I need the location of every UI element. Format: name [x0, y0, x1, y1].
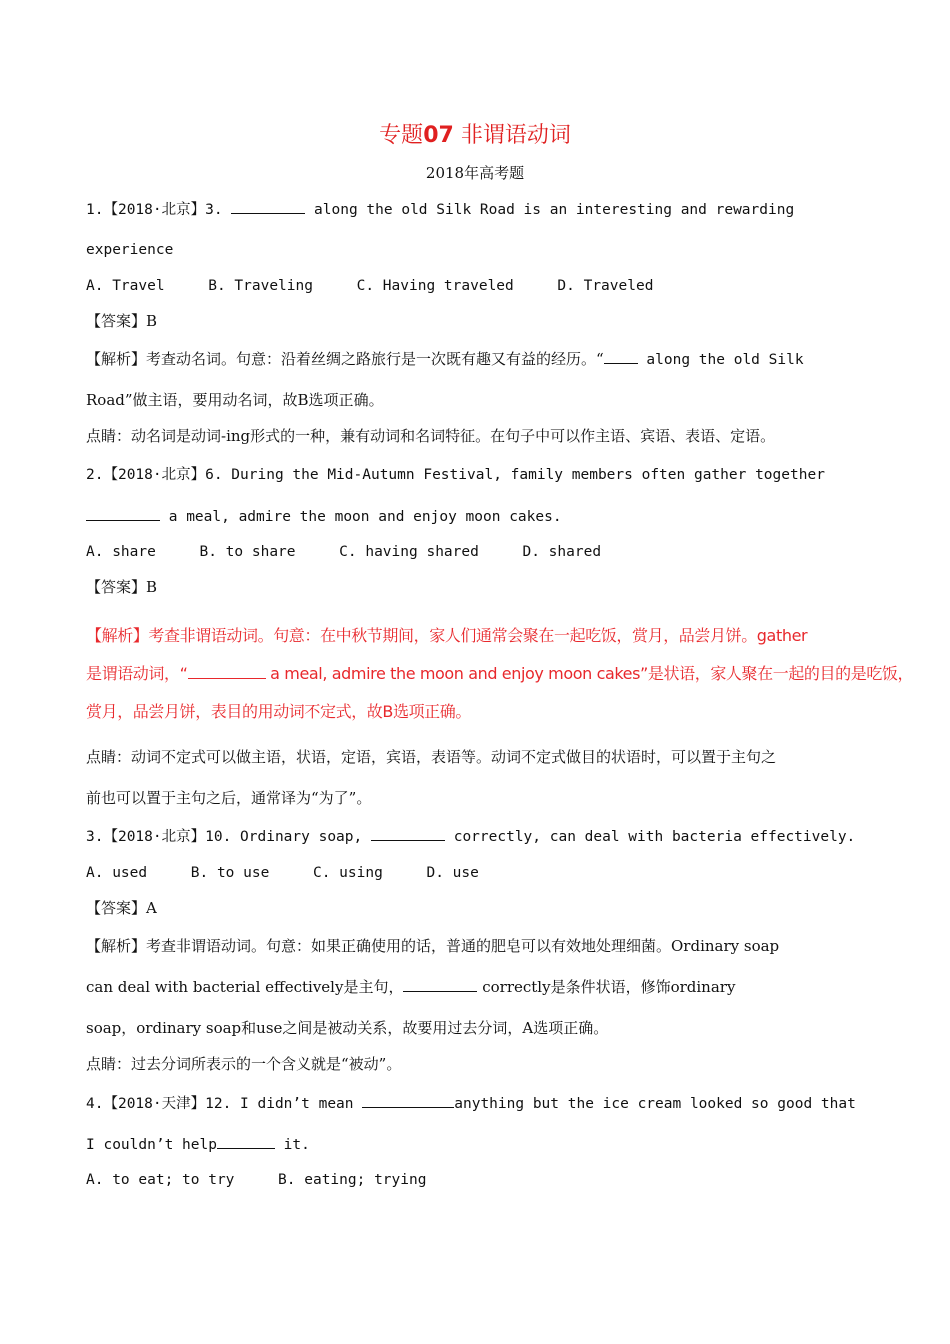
q3-analysis-line1: 【解析】考查非谓语动词。句意：如果正确使用的话，普通的肥皂可以有效地处理细菌。Ordinary soap — [86, 937, 780, 955]
title-text: 非谓语动词 — [460, 123, 571, 148]
q4-options: A. to eat; to try B. eating; trying — [86, 1172, 427, 1188]
title-prefix: 专题 — [379, 123, 424, 148]
q4-stem-b1: I couldn’t help — [86, 1137, 217, 1153]
q1-analysis-blank — [604, 349, 638, 364]
q4-stem-b2: it. — [274, 1137, 310, 1153]
q4-blank-1 — [362, 1093, 454, 1108]
q2-stem-line2 — [86, 506, 562, 527]
q3-stem — [86, 826, 855, 847]
page-subtitle: 2018年高考题 — [425, 164, 525, 182]
q1-analysis-line1 — [86, 349, 804, 370]
q3-blank — [371, 826, 445, 841]
q2-analysis-line1: 【解析】考查非谓语动词。句意：在中秋节期间，家人们通常会聚在一起吃饭，赏月，品尝月饼。gather — [86, 626, 808, 645]
q2-tip-line2: 前也可以置于主句之后，通常译为“为了”。 — [86, 789, 372, 807]
title-number: 07 — [423, 123, 454, 148]
q4-blank-2 — [217, 1134, 275, 1149]
q3-stem-a: correctly, can deal with bacteria effectively. — [444, 829, 856, 845]
q3-head: 3.【2018·北京】10. Ordinary soap, — [86, 829, 371, 845]
q2-analysis-b2: a meal, admire the moon and enjoy moon cakes”是状语，家人聚在一起的目的是吃饭， — [265, 664, 914, 683]
q3-analysis-line2 — [86, 977, 735, 997]
page-title — [0, 121, 950, 151]
q2-stem-line1: 2.【2018·北京】6. During the Mid-Autumn Festival, family members often gather together — [86, 467, 825, 483]
q2-blank — [86, 506, 160, 521]
q1-stem-line2: experience — [86, 242, 174, 258]
q2-analysis-line3: 赏月，品尝月饼，表目的用动词不定式，故B选项正确。 — [86, 702, 471, 721]
q4-stem-line1 — [86, 1093, 856, 1114]
q3-analysis-blank — [403, 977, 477, 992]
q1-tip: 点睛：动名词是动词-ing形式的一种，兼有动词和名词特征。在句子中可以作主语、宾语、表语、定语。 — [86, 427, 776, 445]
q2-answer: 【答案】B — [86, 578, 158, 596]
q2-options: A. share B. to share C. having shared D. shared — [86, 544, 602, 560]
q1-stem-line1 — [86, 199, 794, 220]
q4-head: 4.【2018·天津】12. I didn’t mean — [86, 1096, 363, 1112]
q3-answer: 【答案】A — [86, 899, 157, 917]
q3-analysis-b2: correctly是条件状语，修饰ordinary — [477, 978, 736, 996]
q4-stem-a: anything but the ice cream looked so good that — [454, 1096, 856, 1112]
q1-analysis-a2: along the old Silk — [637, 352, 804, 368]
q3-tip: 点睛：过去分词所表示的一个含义就是“被动”。 — [86, 1055, 402, 1073]
q2-analysis-line2 — [86, 664, 913, 684]
q1-head: 1.【2018·北京】3. — [86, 202, 232, 218]
q1-answer: 【答案】B — [86, 312, 158, 330]
q1-analysis-a1: 【解析】考查动名词。句意：沿着丝绸之路旅行是一次既有趣又有益的经历。“ — [86, 350, 604, 368]
q1-options: A. Travel B. Traveling C. Having traveled D. Traveled — [86, 278, 654, 294]
q3-options: A. used B. to use C. using D. use — [86, 865, 479, 881]
q2-tip-line1: 点睛：动词不定式可以做主语，状语，定语，宾语，表语等。动词不定式做目的状语时，可以置于主句之 — [86, 748, 777, 766]
q2-analysis-b1: 是谓语动词，“ — [86, 664, 188, 683]
q3-analysis-b1: can deal with bacterial effectively是主句， — [86, 978, 404, 996]
q4-stem-line2 — [86, 1134, 310, 1155]
q3-analysis-line3: soap，ordinary soap和use之间是被动关系，故要用过去分词，A选项正确。 — [86, 1019, 609, 1037]
q1-analysis-line2: Road”做主语，要用动名词，故B选项正确。 — [86, 391, 384, 409]
q2-analysis-blank — [188, 664, 266, 679]
q2-stem-b: a meal, admire the moon and enjoy moon cakes. — [160, 509, 562, 525]
q1-blank — [231, 199, 305, 214]
q1-stem-a: along the old Silk Road is an interesting and rewarding — [305, 202, 795, 218]
